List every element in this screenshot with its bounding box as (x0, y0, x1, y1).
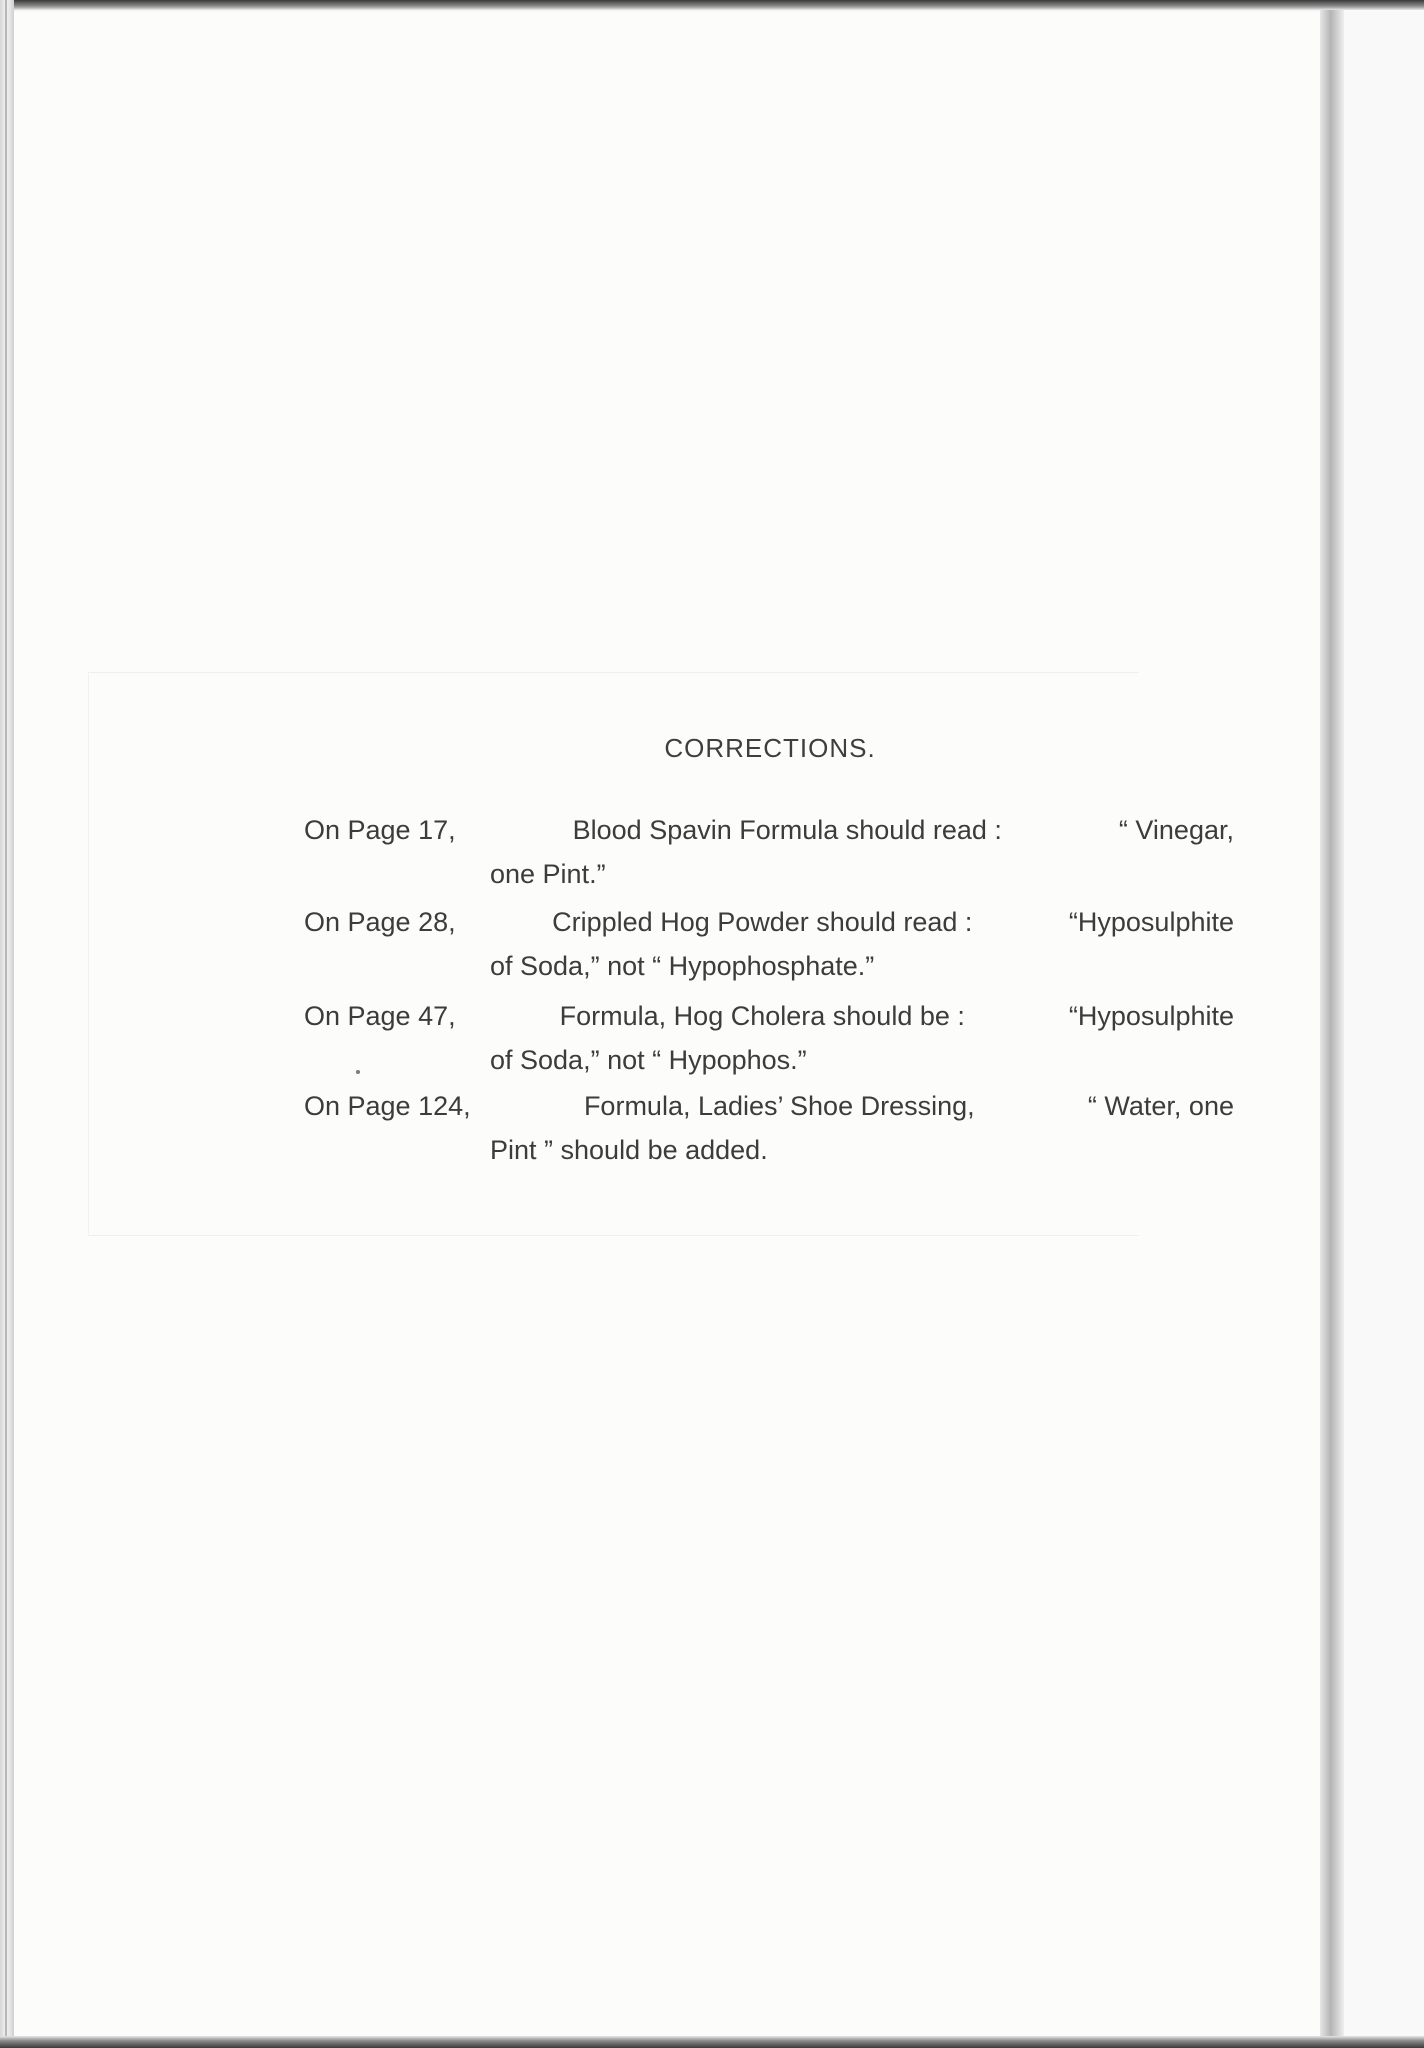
correction-text-end: “Hyposulphite (1068, 907, 1234, 937)
scan-bottom-edge (0, 2036, 1424, 2048)
correction-text: Formula, Hog Cholera should be : (559, 1001, 965, 1031)
correction-text-end: “ Vinegar, (1118, 815, 1234, 845)
correction-entry-3 (304, 994, 1234, 1082)
correction-entry-4 (304, 1084, 1234, 1172)
correction-text: Blood Spavin Formula should read : (572, 815, 1002, 845)
facing-page-strip (1344, 10, 1424, 2036)
correction-entry-2 (304, 900, 1234, 988)
correction-text: Formula, Ladies’ Shoe Dressing, (583, 1091, 975, 1121)
correction-continuation: of Soda,” not “ Hypophos.” (490, 1045, 807, 1075)
scan-top-edge (0, 0, 1424, 10)
correction-continuation: one Pint.” (490, 859, 606, 889)
correction-page-ref: On Page 28, (304, 907, 456, 937)
correction-entry-1 (304, 808, 1234, 896)
correction-text-end: “Hyposulphite (1068, 1001, 1234, 1031)
correction-text-end: “ Water, one (1087, 1091, 1234, 1121)
correction-page-ref: On Page 17, (304, 815, 456, 845)
correction-entry-first-line (304, 1084, 1234, 1128)
correction-page-ref: On Page 47, (304, 1001, 456, 1031)
page-gutter-shadow (1320, 10, 1344, 2036)
ink-speck (356, 1070, 360, 1074)
correction-continuation: Pint ” should be added. (490, 1135, 768, 1165)
correction-page-ref: On Page 124, (304, 1091, 471, 1121)
correction-continuation: of Soda,” not “ Hypophosphate.” (490, 951, 875, 981)
correction-entry-first-line (304, 808, 1234, 852)
errata-heading: CORRECTIONS. (664, 733, 876, 763)
book-binding-edge (0, 0, 14, 2048)
correction-entry-first-line (304, 994, 1234, 1038)
correction-entry-first-line (304, 900, 1234, 944)
correction-text: Crippled Hog Powder should read : (552, 907, 973, 937)
